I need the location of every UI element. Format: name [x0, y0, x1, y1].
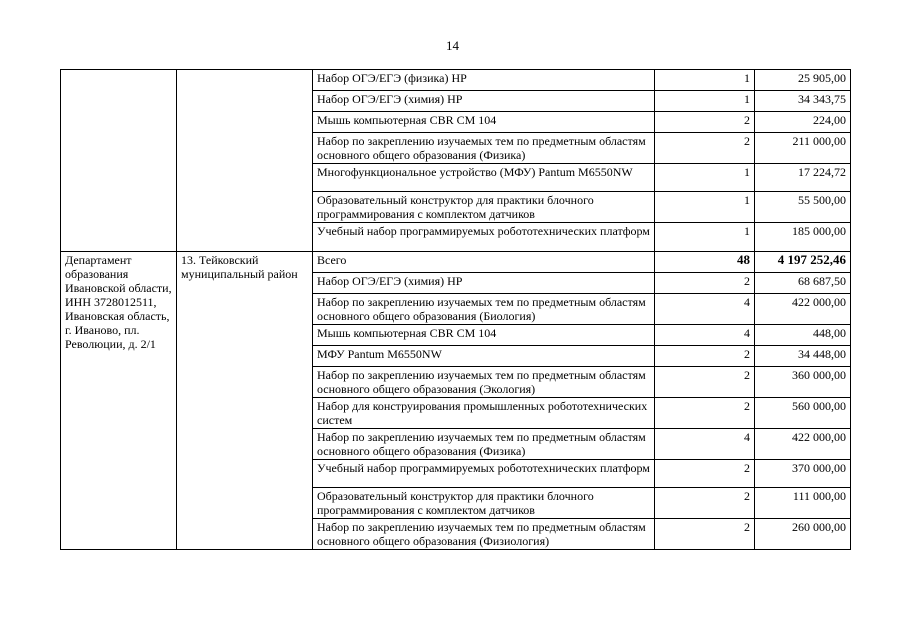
item-sum: 422 000,00 [755, 429, 851, 460]
item-sum: 360 000,00 [755, 367, 851, 398]
item-quantity: 4 [655, 325, 755, 346]
item-sum: 260 000,00 [755, 519, 851, 550]
page-number: 14 [446, 38, 459, 53]
total-sum: 4 197 252,46 [755, 252, 851, 273]
item-name: Учебный набор программируемых робототехнических платформ [313, 460, 655, 488]
item-quantity: 2 [655, 398, 755, 429]
district-name: 13. Тейковский муниципальный район [177, 252, 313, 550]
item-quantity: 2 [655, 112, 755, 133]
item-name: Образовательный конструктор для практики блочного программирования с комплектом датчиков [313, 192, 655, 223]
item-quantity: 1 [655, 223, 755, 252]
item-name: МФУ Pantum M6550NW [313, 346, 655, 367]
item-sum: 34 343,75 [755, 91, 851, 112]
item-name: Образовательный конструктор для практики блочного программирования с комплектом датчиков [313, 488, 655, 519]
item-sum: 25 905,00 [755, 70, 851, 91]
item-quantity: 2 [655, 460, 755, 488]
item-name: Набор по закреплению изучаемых тем по предметным областям основного общего образования (Физика) [313, 133, 655, 164]
item-name: Учебный набор программируемых робототехнических платформ [313, 223, 655, 252]
item-quantity: 1 [655, 91, 755, 112]
item-quantity: 1 [655, 192, 755, 223]
item-quantity: 1 [655, 70, 755, 91]
equipment-table [60, 69, 851, 550]
item-sum: 448,00 [755, 325, 851, 346]
item-sum: 211 000,00 [755, 133, 851, 164]
item-name: Мышь компьютерная CBR CM 104 [313, 112, 655, 133]
item-quantity: 1 [655, 164, 755, 192]
item-name: Набор по закреплению изучаемых тем по предметным областям основного общего образования (Экология) [313, 367, 655, 398]
item-sum: 224,00 [755, 112, 851, 133]
item-sum: 370 000,00 [755, 460, 851, 488]
item-quantity: 2 [655, 367, 755, 398]
item-sum: 68 687,50 [755, 273, 851, 294]
total-quantity: 48 [655, 252, 755, 273]
item-quantity: 2 [655, 488, 755, 519]
department-cell-empty [61, 70, 177, 252]
item-sum: 17 224,72 [755, 164, 851, 192]
item-sum: 422 000,00 [755, 294, 851, 325]
item-name: Набор для конструирования промышленных робототехнических систем [313, 398, 655, 429]
item-quantity: 4 [655, 294, 755, 325]
item-quantity: 2 [655, 133, 755, 164]
item-quantity: 4 [655, 429, 755, 460]
item-sum: 55 500,00 [755, 192, 851, 223]
item-name: Набор по закреплению изучаемых тем по предметным областям основного общего образования (Физика) [313, 429, 655, 460]
item-sum: 560 000,00 [755, 398, 851, 429]
item-sum: 34 448,00 [755, 346, 851, 367]
district-cell-empty [177, 70, 313, 252]
item-quantity: 2 [655, 519, 755, 550]
department-name: Департамент образования Ивановской области, ИНН 3728012511, Ивановская область, г. Иваново, пл. Революции, д. 2/1 [61, 252, 177, 550]
item-name: Набор ОГЭ/ЕГЭ (химия) НР [313, 273, 655, 294]
item-name: Многофункциональное устройство (МФУ) Pantum M6550NW [313, 164, 655, 192]
item-name: Набор ОГЭ/ЕГЭ (физика) НР [313, 70, 655, 91]
item-quantity: 2 [655, 346, 755, 367]
table-row [61, 70, 851, 91]
item-quantity: 2 [655, 273, 755, 294]
item-name: Набор по закреплению изучаемых тем по предметным областям основного общего образования (Физиология) [313, 519, 655, 550]
total-label: Всего [313, 252, 655, 273]
item-sum: 185 000,00 [755, 223, 851, 252]
item-name: Набор по закреплению изучаемых тем по предметным областям основного общего образования (Биология) [313, 294, 655, 325]
total-row [61, 252, 851, 273]
item-name: Мышь компьютерная CBR CM 104 [313, 325, 655, 346]
item-name: Набор ОГЭ/ЕГЭ (химия) НР [313, 91, 655, 112]
item-sum: 111 000,00 [755, 488, 851, 519]
